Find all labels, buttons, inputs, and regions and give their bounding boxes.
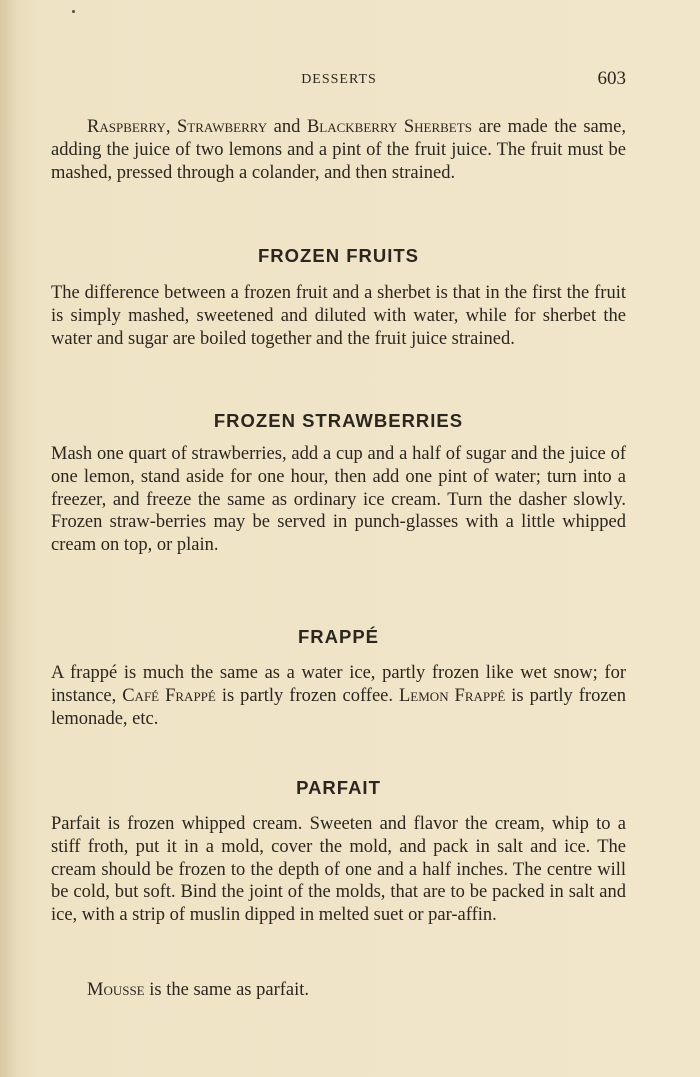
mousse-paragraph	[51, 979, 626, 1002]
raspberry-smallcaps: Raspberry	[87, 117, 166, 137]
frappe-heading: FRAPPÉ	[297, 626, 380, 647]
parfait-paragraph: Parfait is frozen whipped cream. Sweeten and flavor the cream, whip to a stiff froth, put it in a mold, cover the mold, and pack in salt and ice. The cream should be frozen to the depth of one and a half inches. The centre will be cold, but soft. Bind the joint of the molds, that are to be packed in salt and ice, with a strip of muslin dipped in melted suet or par-affin.	[51, 814, 626, 926]
frappe-text-3: is partly frozen lemonade, etc.	[51, 685, 626, 729]
running-head: DESSERTS	[301, 72, 377, 87]
mousse-text: is the same as parfait.	[144, 980, 310, 1000]
frozen-strawberries-paragraph: Mash one quart of strawberries, add a cup and a half of sugar and the juice of one lemon, stand aside for one hour, then add one pint of water; turn into a freezer, and freeze the same as ordinary ice cream. Turn the dasher slowly. Frozen straw-berries may be served in punch-glasses with a little whipped cream on top, or plain.	[51, 444, 626, 556]
frozen-fruits-paragraph: The difference between a frozen fruit and a sherbet is that in the first the fruit is simply mashed, sweetened and diluted with water, while for sherbet the water and sugar are boiled together and the fruit juice strained.	[51, 283, 626, 349]
frappe-paragraph	[51, 662, 626, 730]
intro-paragraph	[51, 116, 626, 184]
page-number: 603	[597, 68, 626, 89]
frappe-text-1: A frappé is much the same as a water ice, partly frozen like wet snow; for instance,	[51, 663, 626, 706]
frappe-text-2: is partly frozen coffee.	[215, 685, 399, 706]
cafe-frappe-smallcaps: Café Frappé	[122, 685, 216, 706]
intro-text-2: and	[267, 117, 307, 137]
frozen-fruits-heading: FROZEN FRUITS	[258, 245, 419, 266]
blackberry-sherbets-smallcaps: Blackberry Sherbets	[306, 117, 472, 137]
lemon-frappe-smallcaps: Lemon Frappé	[399, 685, 506, 706]
mousse-smallcaps: Mousse	[87, 980, 145, 1000]
parfait-heading: PARFAIT	[296, 777, 381, 798]
page-header	[52, 68, 626, 92]
intro-text-1: ,	[165, 117, 177, 137]
ink-speck	[72, 10, 75, 13]
frozen-strawberries-heading: FROZEN STRAWBERRIES	[213, 410, 464, 431]
intro-text-3: are made the same, adding the juice of two lemons and a pint of the fruit juice. The fruit must be mashed, pressed through a colander, and then strained.	[51, 117, 626, 183]
strawberry-smallcaps: Strawberry	[176, 117, 268, 137]
